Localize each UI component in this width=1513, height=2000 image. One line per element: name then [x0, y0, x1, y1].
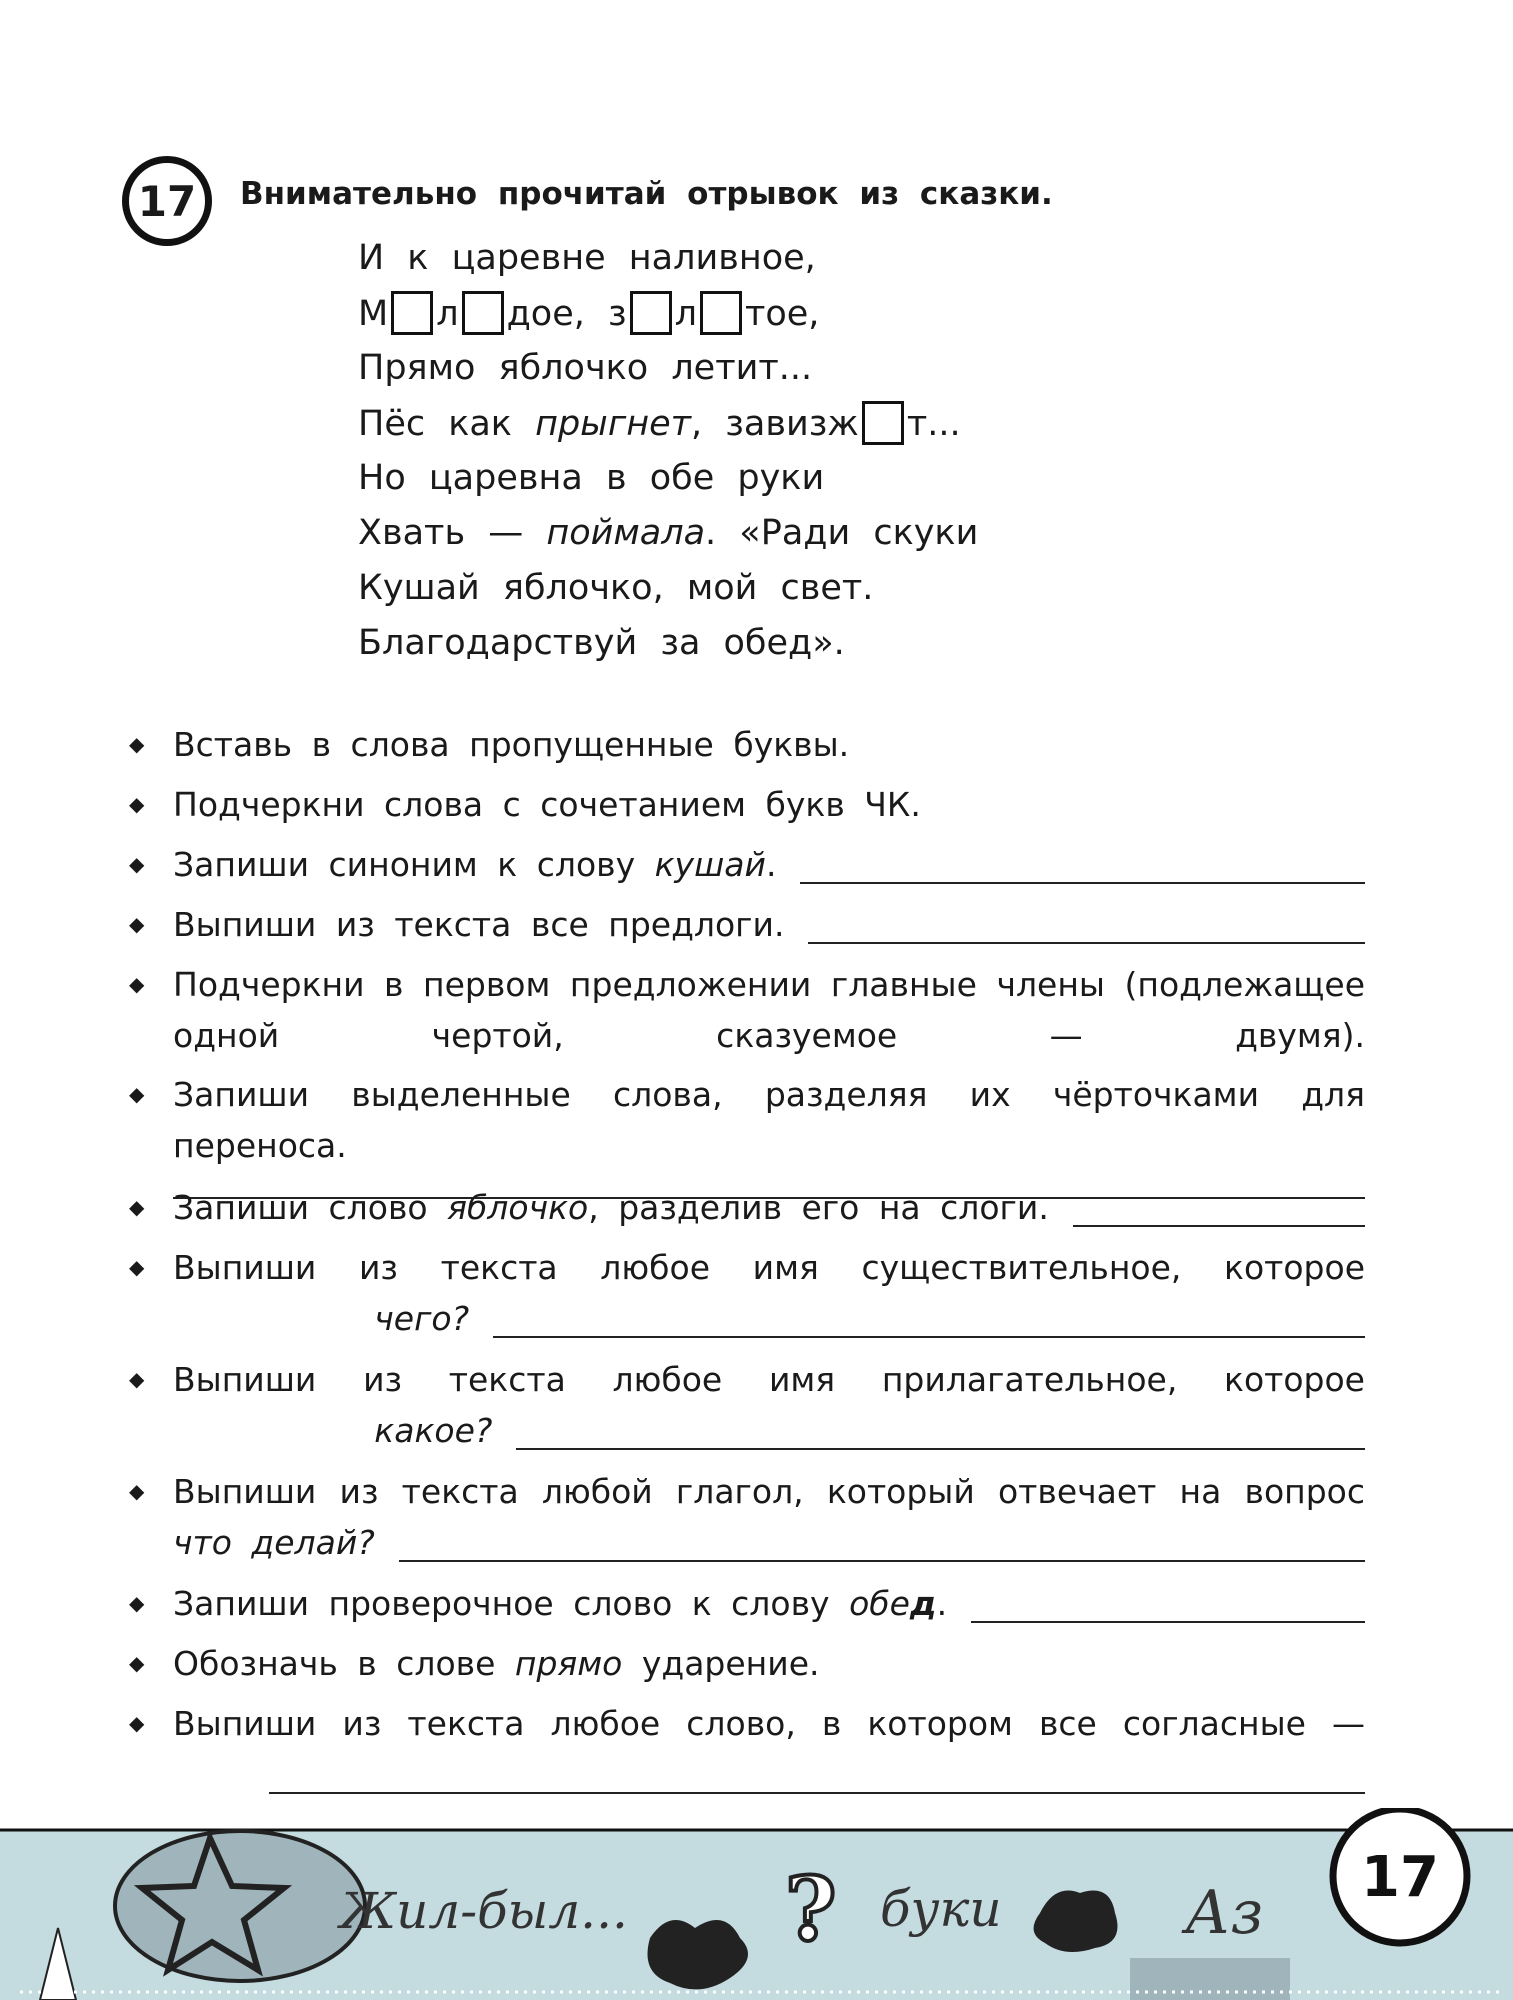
- highlighted-word: прыгнет: [535, 404, 692, 444]
- task-4: [173, 899, 1365, 950]
- poem-text: дое, з: [506, 294, 627, 334]
- question-icon: ?: [785, 1857, 837, 1961]
- task-keyword: что делай?: [173, 1523, 375, 1562]
- task-keyword: яблочко: [447, 1188, 589, 1227]
- task-9: [173, 1354, 1365, 1456]
- task-6: [173, 1069, 1365, 1199]
- task-keyword: кушай: [654, 845, 766, 884]
- task-9-answer-row: [173, 1405, 1365, 1456]
- highlighted-word: поймала: [546, 513, 706, 553]
- task-text: ◆ Выпиши из текста любое слово, в котором все согласные —: [173, 1704, 1365, 1743]
- handwriting-3: Аз: [1185, 1878, 1264, 1948]
- poem-text: л: [674, 294, 697, 334]
- poem-line-1: И к царевне наливное,: [358, 238, 816, 278]
- task-11: [173, 1578, 1365, 1629]
- poem-text: т...: [906, 404, 961, 444]
- answer-line[interactable]: [971, 1621, 1365, 1623]
- page-number: 17: [1361, 1845, 1439, 1910]
- answer-line[interactable]: [800, 882, 1365, 884]
- task-12: [173, 1638, 1365, 1689]
- footer-decoration: [0, 1808, 1513, 2000]
- task-10-answer-row: [173, 1517, 1365, 1568]
- task-text: ударение.: [622, 1644, 820, 1683]
- answer-line[interactable]: [516, 1448, 1365, 1450]
- task-text: ◆ Выпиши из текста любое имя прилагательное, которое: [173, 1360, 1365, 1399]
- poem-text: Пёс как: [358, 404, 536, 444]
- footer-band: [1130, 1958, 1290, 2000]
- task-text: ◆ Выпиши из текста все предлоги.: [173, 905, 785, 944]
- task-8-answer-row: [173, 1293, 1365, 1344]
- answer-line[interactable]: [1073, 1225, 1365, 1227]
- task-keyword-bold-letter: д: [909, 1584, 937, 1623]
- task-text: .: [936, 1584, 948, 1623]
- task-8: [173, 1242, 1365, 1344]
- task-text: , разделив его на слоги.: [588, 1188, 1049, 1227]
- task-text: ◆ Выпиши из текста любое имя существительное, которое: [173, 1248, 1365, 1287]
- poem-text: , завизж: [691, 404, 859, 444]
- poem-text: тое,: [744, 294, 820, 334]
- task-text: .: [765, 845, 777, 884]
- task-text: ◆ Запиши слово: [173, 1188, 428, 1227]
- poem-text: . «Ради скуки: [705, 513, 979, 553]
- task-10: [173, 1466, 1365, 1568]
- task-text: ◆ Запиши проверочное слово к слову: [173, 1584, 830, 1623]
- poem-text: Хвать —: [358, 513, 547, 553]
- task-text: ◆ Выпиши из текста любой глагол, который отвечает на вопрос: [173, 1472, 1365, 1511]
- exercise-number-text: 17: [137, 176, 197, 226]
- answer-line[interactable]: [269, 1792, 1365, 1794]
- task-keyword: чего?: [374, 1299, 470, 1338]
- poem-line-3: Прямо яблочко летит...: [358, 348, 813, 388]
- task-1: ◆ Вставь в слова пропущенные буквы.: [173, 719, 1365, 770]
- task-text: Обозначь в слове: [173, 1644, 515, 1683]
- handwriting-1: Жил-был...: [340, 1882, 628, 1940]
- handwriting-2: буки: [880, 1880, 1002, 1938]
- poem-text: М: [358, 294, 389, 334]
- exercise-instruction: Внимательно прочитай отрывок из сказки.: [240, 176, 1053, 212]
- task-keyword: прямо: [514, 1644, 623, 1683]
- poem-line-7: Кушай яблочко, мой свет.: [358, 568, 874, 608]
- poem-line-5: Но царевна в обе руки: [358, 458, 825, 498]
- task-7: [173, 1182, 1365, 1233]
- task-keyword: какое?: [374, 1411, 493, 1450]
- task-13: [173, 1698, 1365, 1800]
- task-3: [173, 839, 1365, 890]
- task-5: ◆ Подчеркни в первом предложении главные члены (подлежащее одной чертой, сказуемое — двумя).: [173, 959, 1365, 1061]
- task-text: ◆ Запиши синоним к слову: [173, 845, 636, 884]
- task-2: ◆ Подчеркни слова с сочетанием букв ЧК.: [173, 779, 1365, 830]
- task-keyword: обе: [849, 1584, 910, 1623]
- answer-line[interactable]: [493, 1336, 1365, 1338]
- task-text: ◆ Запиши выделенные слова, разделяя их чёрточками для переноса.: [173, 1075, 1365, 1165]
- poem-text: л: [436, 294, 459, 334]
- task-13-answer-row: [173, 1749, 1365, 1800]
- answer-line[interactable]: [808, 942, 1365, 944]
- answer-line[interactable]: [399, 1560, 1365, 1562]
- poem-line-8: Благодарствуй за обед».: [358, 623, 845, 663]
